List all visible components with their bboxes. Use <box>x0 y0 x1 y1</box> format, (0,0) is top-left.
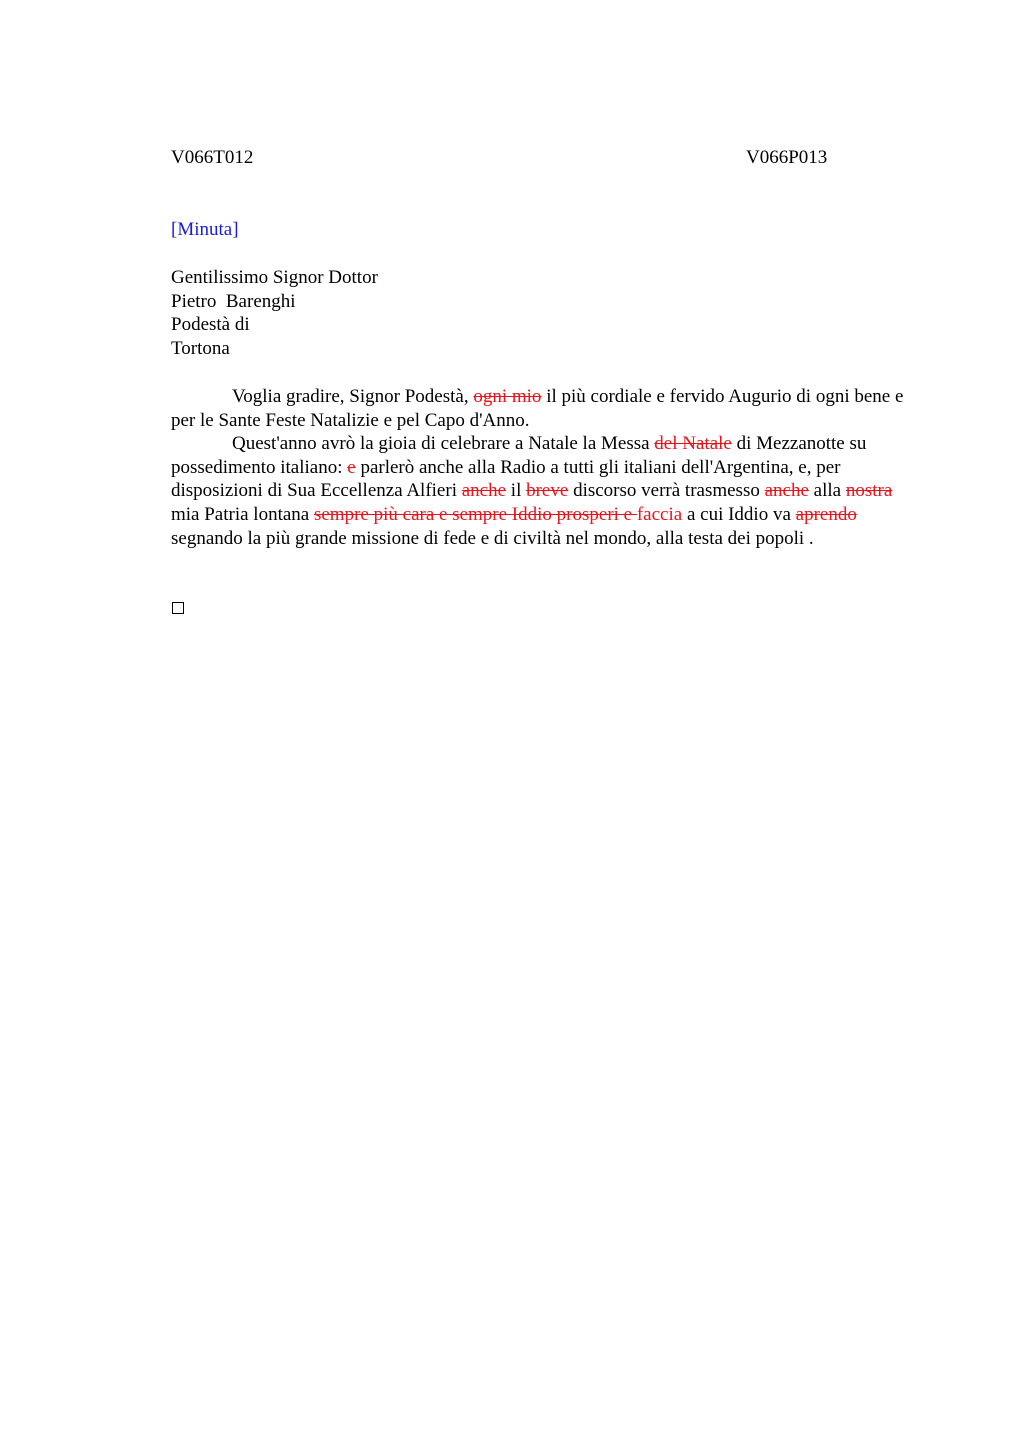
address-line-3: Podestà di <box>171 314 250 335</box>
text-segment: di Mezzanotte su possedimento italiano: <box>171 433 867 478</box>
deleted-text: e <box>347 456 356 478</box>
deleted-text: anche <box>461 480 507 502</box>
address-line-2: Pietro Barenghi <box>171 290 296 312</box>
empty-checkbox-glyph <box>172 602 184 614</box>
deleted-text: aprendo <box>795 503 857 525</box>
minuta-label: [Minuta] <box>171 219 239 240</box>
text-segment: a cui Iddio va <box>682 503 796 525</box>
text-segment: Quest'anno avrò la gioia di celebrare a Natale la Messa <box>232 433 655 455</box>
deleted-text: ogni mio <box>473 386 542 407</box>
text-segment: alla <box>808 480 846 502</box>
deleted-text: breve <box>526 480 569 502</box>
text-segment: parlerò anche alla Radio a tutti gli italiani dell'Argentina, e, per disposizioni di Sua Eccellenza Alfieri <box>171 456 841 502</box>
deleted-text: anche <box>764 480 809 502</box>
text-segment: segnando la più grande missione di fede e di civiltà nel mondo, alla testa dei popoli . <box>171 527 814 549</box>
letter-body <box>171 385 923 550</box>
paragraph-2 <box>171 432 923 550</box>
text-segment: il più cordiale e fervido Augurio di ogni bene e per le Sante Feste Natalizie e pel Capo d'Anno. <box>171 386 904 431</box>
text-segment: il <box>506 480 527 502</box>
address-line-4: Tortona <box>171 337 230 359</box>
text-segment: Voglia gradire, Signor Podestà, <box>232 386 474 407</box>
text-segment: discorso verrà trasmesso <box>568 480 765 502</box>
deleted-text: sempre più cara e sempre Iddio prosperi e <box>313 503 637 525</box>
text-segment: mia Patria lontana <box>171 503 314 525</box>
address-line-1: Gentilissimo Signor Dottor <box>171 267 378 288</box>
document-code-right: V066P013 <box>746 147 828 168</box>
address-block <box>171 266 378 360</box>
document-code-left: V066T012 <box>171 147 254 168</box>
inserted-text: faccia <box>636 503 683 525</box>
deleted-text: nostra <box>845 480 893 502</box>
deleted-text: del Natale <box>654 433 732 455</box>
paragraph-1 <box>171 385 923 432</box>
